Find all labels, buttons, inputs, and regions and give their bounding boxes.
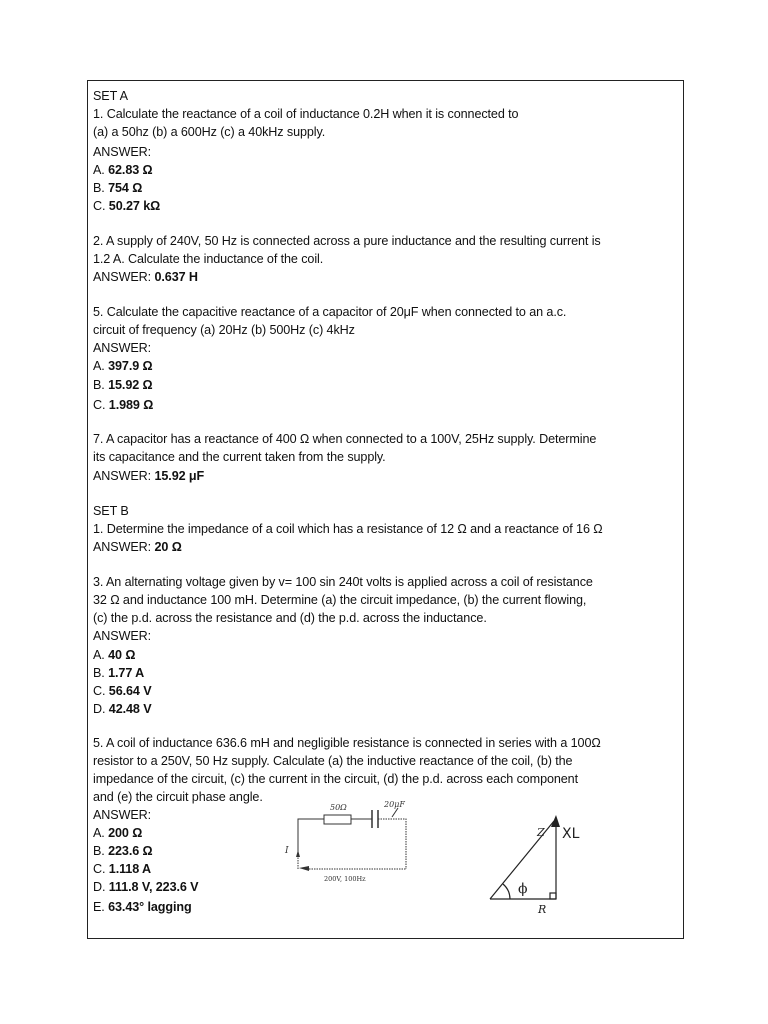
question-text: 2. A supply of 240V, 50 Hz is connected across a pure inductance and the resulting current is <box>93 234 601 248</box>
answer-label: ANSWER: <box>93 145 152 159</box>
set-a-heading: SET A <box>93 89 128 103</box>
resistor-label: 50Ω <box>330 803 347 812</box>
question-text: 5. A coil of inductance 636.6 mH and negligible resistance is connected in series with a 100Ω <box>93 736 601 750</box>
answer-item: C. 1.989 Ω <box>93 398 154 412</box>
answer-label: ANSWER: <box>93 341 152 355</box>
question-text: 7. A capacitor has a reactance of 400 Ω when connected to a 100V, 25Hz supply. Determine <box>93 432 597 446</box>
answer-label: ANSWER: <box>93 808 152 822</box>
answer-item: A. 62.83 Ω <box>93 163 153 177</box>
question-text: its capacitance and the current taken from the supply. <box>93 450 386 464</box>
question-text: 32 Ω and inductance 100 mH. Determine (a) the circuit impedance, (b) the current flowing, <box>93 593 587 607</box>
question-text: 1. Determine the impedance of a coil which has a resistance of 12 Ω and a reactance of 16 Ω <box>93 522 603 536</box>
answer-item: B. 1.77 A <box>93 666 145 680</box>
question-text: and (e) the circuit phase angle. <box>93 790 263 804</box>
supply-label: 200V, 100Hz <box>324 875 366 883</box>
answer-label: ANSWER: <box>93 629 152 643</box>
capacitor-label: 20μF <box>384 800 405 809</box>
question-text: 1. Calculate the reactance of a coil of inductance 0.2H when it is connected to <box>93 107 519 121</box>
answer-item: A. 200 Ω <box>93 826 143 840</box>
current-label: I <box>285 846 289 856</box>
phase-angle-label: ϕ <box>518 881 528 897</box>
answer-item: ANSWER: 0.637 H <box>93 270 198 284</box>
circuit-diagram <box>280 795 430 895</box>
question-text: 1.2 A. Calculate the inductance of the coil. <box>93 252 324 266</box>
reactance-label: XL <box>562 826 580 842</box>
question-text: 5. Calculate the capacitive reactance of a capacitor of 20μF when connected to an a.c. <box>93 305 567 319</box>
question-text: (c) the p.d. across the resistance and (d) the p.d. across the inductance. <box>93 611 487 625</box>
answer-item: C. 50.27 kΩ <box>93 199 161 213</box>
resistance-label: R <box>538 903 547 915</box>
answer-item: B. 15.92 Ω <box>93 378 153 392</box>
answer-item: B. 223.6 Ω <box>93 844 153 858</box>
resistor-symbol <box>324 815 351 824</box>
answer-item: A. 397.9 Ω <box>93 359 153 373</box>
question-text: impedance of the circuit, (c) the current in the circuit, (d) the p.d. across each component <box>93 772 578 786</box>
answer-item: A. 40 Ω <box>93 648 136 662</box>
answer-item: B. 754 Ω <box>93 181 143 195</box>
question-text: (a) a 50hz (b) a 600Hz (c) a 40kHz supply. <box>93 125 326 139</box>
question-text: resistor to a 250V, 50 Hz supply. Calculate (a) the inductive reactance of the coil, (b) the <box>93 754 573 768</box>
answer-item: ANSWER: 15.92 μF <box>93 469 205 483</box>
answer-item: C. 1.118 A <box>93 862 152 876</box>
answer-item: E. 63.43° lagging <box>93 900 192 914</box>
answer-item: D. 111.8 V, 223.6 V <box>93 880 199 894</box>
impedance-triangle-diagram <box>480 805 600 915</box>
answer-item: C. 56.64 V <box>93 684 152 698</box>
question-text: 3. An alternating voltage given by v= 100 sin 240t volts is applied across a coil of resistance <box>93 575 593 589</box>
set-b-heading: SET B <box>93 504 129 518</box>
answer-item: D. 42.48 V <box>93 702 152 716</box>
answer-item: ANSWER: 20 Ω <box>93 540 182 554</box>
impedance-label: Z <box>537 826 545 839</box>
question-text: circuit of frequency (a) 20Hz (b) 500Hz (c) 4kHz <box>93 323 355 337</box>
